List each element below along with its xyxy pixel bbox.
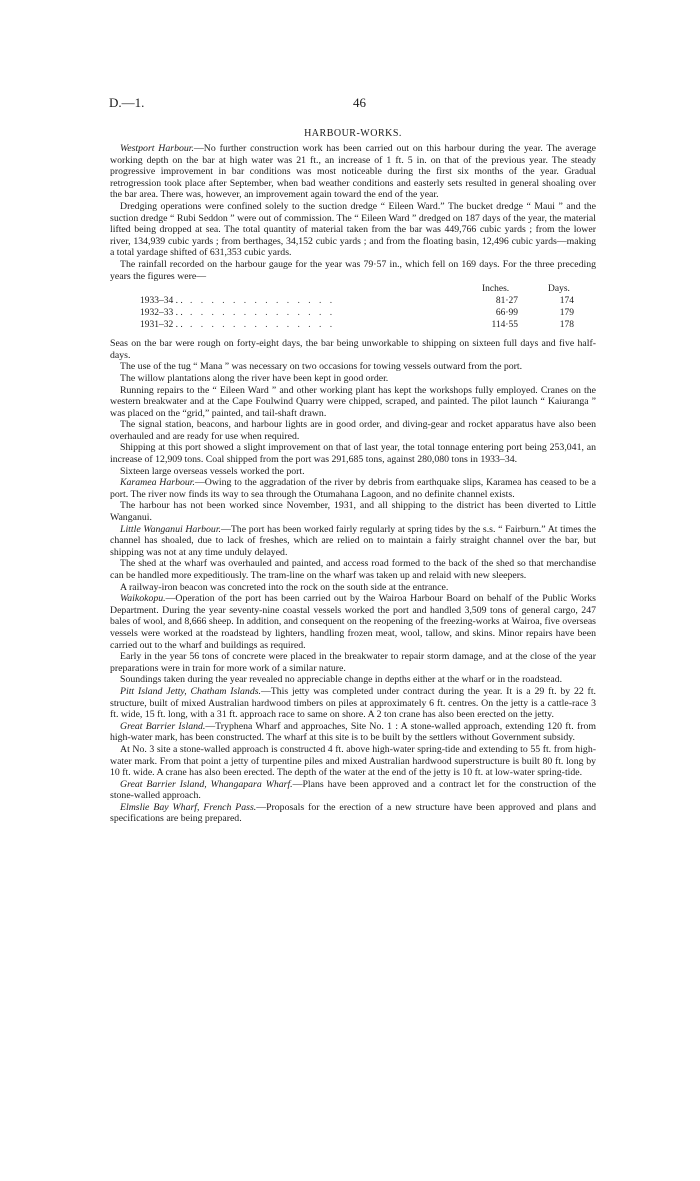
table-row bbox=[110, 296, 596, 308]
leader-dots: . . . . . . . . . . . . . . bbox=[190, 308, 336, 319]
rainfall-table-header bbox=[110, 284, 596, 296]
year-cell: 1931–32 . . bbox=[140, 320, 183, 331]
year-cell: 1933–34 . . bbox=[140, 296, 183, 307]
paragraph-beacon: A railway-iron beacon was concreted into the rock on the south side at the entrance. bbox=[120, 581, 449, 593]
paragraph-rainfall: The rainfall recorded on the harbour gauge for the year was 79·57 in., which fell on 169 days. For the three preceding years the figures were— bbox=[110, 258, 596, 282]
leader-dots: . . . . . . . . . . . . . . bbox=[190, 320, 336, 331]
paragraph-signal-station: The signal station, beacons, and harbour lights are in good order, and diving-gear and rocket apparatus have also been overhauled and are ready for use when required. bbox=[110, 419, 596, 442]
paragraph-seas: Seas on the bar were rough on forty-eight days, the bar being unworkable to shipping on sixteen full days and five half-days. bbox=[110, 338, 596, 361]
paragraph-little-wanganui bbox=[110, 524, 596, 559]
little-wanganui-heading: Little Wanganui Harbour. bbox=[120, 523, 222, 535]
elmslie-bay-heading: Elmslie Bay Wharf, French Pass. bbox=[120, 801, 257, 813]
table-row bbox=[110, 308, 596, 320]
waikokopu-heading: Waikokopu. bbox=[120, 593, 166, 605]
section-title: HARBOUR-WORKS. bbox=[304, 128, 402, 139]
paragraph-karamea bbox=[110, 477, 596, 500]
waikokopu-text: —Operation of the port has been carried out by the Wairoa Harbour Board on behalf of the Public Works Department. During the year seventy-nine coastal vessels worked the port and handled 3,509 tons of general cargo, 247 bales of wool, and 8,666 sheep. In addition, and consequent on the reopening of the freezing-works at Wairoa, five overseas vessels were worked at the roadstead by lighters, handling frozen meat, wool, tallow, and skins. Minor repairs have been carried out to the wharf and buildings as required. bbox=[110, 593, 596, 651]
rainfall-table bbox=[110, 284, 596, 334]
inches-cell: 114·55 bbox=[491, 320, 518, 331]
paragraph-elmslie-bay bbox=[110, 802, 596, 825]
paragraph-repairs: Running repairs to the “ Eileen Ward ” and other working plant has kept the workshops fully employed. Cranes on the western breakwater and at the Cape Foulwind Quarry were chipped, scraped, and painted. The pilot launch “ Kaiuranga ” was placed on the “grid,” painted, and tail-shaft drawn. bbox=[110, 384, 596, 419]
days-cell: 179 bbox=[559, 308, 574, 319]
days-cell: 178 bbox=[559, 320, 574, 331]
paragraph-shipping: Shipping at this port showed a slight improvement on that of last year, the total tonnage entering port being 253,041, an increase of 12,909 tons. Coal shipped from the port was 291,685 tons, against 280,080 tons in 1933–34. bbox=[110, 442, 596, 466]
inches-cell: 81·27 bbox=[495, 296, 518, 307]
body-text bbox=[110, 143, 596, 825]
document-reference: D.—1. bbox=[109, 95, 145, 110]
page-header bbox=[0, 95, 700, 111]
days-column-header: Days. bbox=[548, 284, 570, 295]
great-barrier-heading: Great Barrier Island. bbox=[120, 720, 206, 732]
little-wanganui-text: —The port has been worked fairly regularly at spring tides by the s.s. “ Fairburn.” At times the channel has shoaled, due to lack of freshes, which are relied on to maintain a fairly straight channel over the bar, but shipping was not at any time unduly delayed. bbox=[110, 523, 596, 558]
paragraph-westport bbox=[110, 143, 596, 201]
paragraph-whangapara bbox=[110, 779, 596, 802]
elmslie-bay-text: —Proposals for the erection of a new structure have been approved and plans and specifications are being prepared. bbox=[110, 801, 596, 825]
paragraph-willows: The willow plantations along the river have been kept in good order. bbox=[120, 372, 389, 384]
westport-heading: Westport Harbour. bbox=[120, 143, 194, 154]
leader-dots: . . . . . . . . . . . . . . bbox=[190, 296, 336, 307]
inches-cell: 66·99 bbox=[495, 308, 518, 319]
westport-text: —No further construction work has been carried out on this harbour during the year. The average working depth on the bar at high water was 21 ft., an increase of 1 ft. 5 in. on that of the previous year. The steady progressive improvement in bar conditions was most noticeable during the first six months of the year. Gradual retrogression took place after September, when bad weather conditions and easterly sets resulted in general shoaling over the bar area. There was, however, an improvement again toward the end of the year. bbox=[110, 143, 596, 201]
pitt-island-text: —This jetty was completed under contract during the year. It is a 29 ft. by 22 ft. structure, built of mixed Australian hardwood timbers on piles at approximately 6 ft. centres. On the jetty is a cattle-race 3 ft. wide, 15 ft. long, with a 31 ft. approach race to same on shore. A 2 ton crane has also been erected on the jetty. bbox=[110, 685, 596, 721]
paragraph-tug: The use of the tug “ Mana ” was necessary on two occasions for towing vessels outward from the port. bbox=[120, 361, 523, 373]
pitt-island-heading: Pitt Island Jetty, Chatham Islands. bbox=[120, 685, 261, 697]
karamea-heading: Karamea Harbour. bbox=[120, 477, 195, 489]
karamea-text: —Owing to the aggradation of the river by debris from earthquake slips, Karamea has ceased to be a port. The river now finds its way to sea through the Otumahana Lagoon, and no definite channel exists. bbox=[110, 477, 596, 500]
paragraph-site-three: At No. 3 site a stone-walled approach is constructed 4 ft. above high-water spring-tide and extending to 55 ft. from high-water mark. From that point a jetty of turpentine piles and mixed Australian hardwood superstructure is built 80 ft. long by 10 ft. wide. A crane has also been erected. The depth of the water at the end of the jetty is 10 ft. at low-water spring-tide. bbox=[110, 743, 596, 779]
paragraph-waikokopu bbox=[110, 593, 596, 651]
days-cell: 174 bbox=[559, 296, 574, 307]
inches-column-header: Inches. bbox=[482, 284, 510, 295]
paragraph-soundings: Soundings taken during the year revealed no appreciable change in depths either at the wharf or in the roadstead. bbox=[120, 674, 563, 686]
great-barrier-text: —Tryphena Wharf and approaches, Site No. 1 : A stone-walled approach, extending 120 ft. from high-water mark, has been constructed. The wharf at this site is to be built by the settlers without Government subsidy. bbox=[110, 720, 596, 744]
paragraph-karamea-shipping: The harbour has not been worked since November, 1931, and all shipping to the district has been diverted to Little Wanganui. bbox=[110, 500, 596, 524]
paragraph-pitt-island bbox=[110, 686, 596, 721]
paragraph-great-barrier bbox=[110, 721, 596, 744]
whangapara-text: —Plans have been approved and a contract let for the construction of the stone-walled approach. bbox=[110, 778, 596, 802]
paragraph-shed: The shed at the wharf was overhauled and painted, and access road formed to the back of the shed so that merchandise can be handled more expeditiously. The tram-line on the wharf was taken up and relaid with new sleepers. bbox=[110, 558, 596, 581]
whangapara-heading: Great Barrier Island, Whangapara Wharf. bbox=[120, 778, 293, 790]
year-cell: 1932–33 . . bbox=[140, 308, 183, 319]
table-row bbox=[110, 320, 596, 332]
paragraph-overseas-vessels: Sixteen large overseas vessels worked the port. bbox=[120, 465, 305, 477]
page-number: 46 bbox=[353, 95, 366, 110]
paragraph-dredging: Dredging operations were confined solely to the suction dredge “ Eileen Ward.” The bucket dredge “ Maui ” and the suction dredge “ Rubi Seddon ” were out of commission. The “ Eileen Ward ” dredged on 187 days of the year, the material lifted being dropped at sea. The total quantity of material taken from the bar was 449,766 cubic yards ; from the lower river, 134,939 cubic yards ; from berthages, 34,152 cubic yards ; and from the floating basin, 12,496 cubic yards—making a total yardage shifted of 631,353 cubic yards. bbox=[110, 200, 596, 259]
paragraph-concrete: Early in the year 56 tons of concrete were placed in the breakwater to repair storm damage, and at the close of the year preparations were in train for more work of a similar nature. bbox=[110, 651, 596, 674]
